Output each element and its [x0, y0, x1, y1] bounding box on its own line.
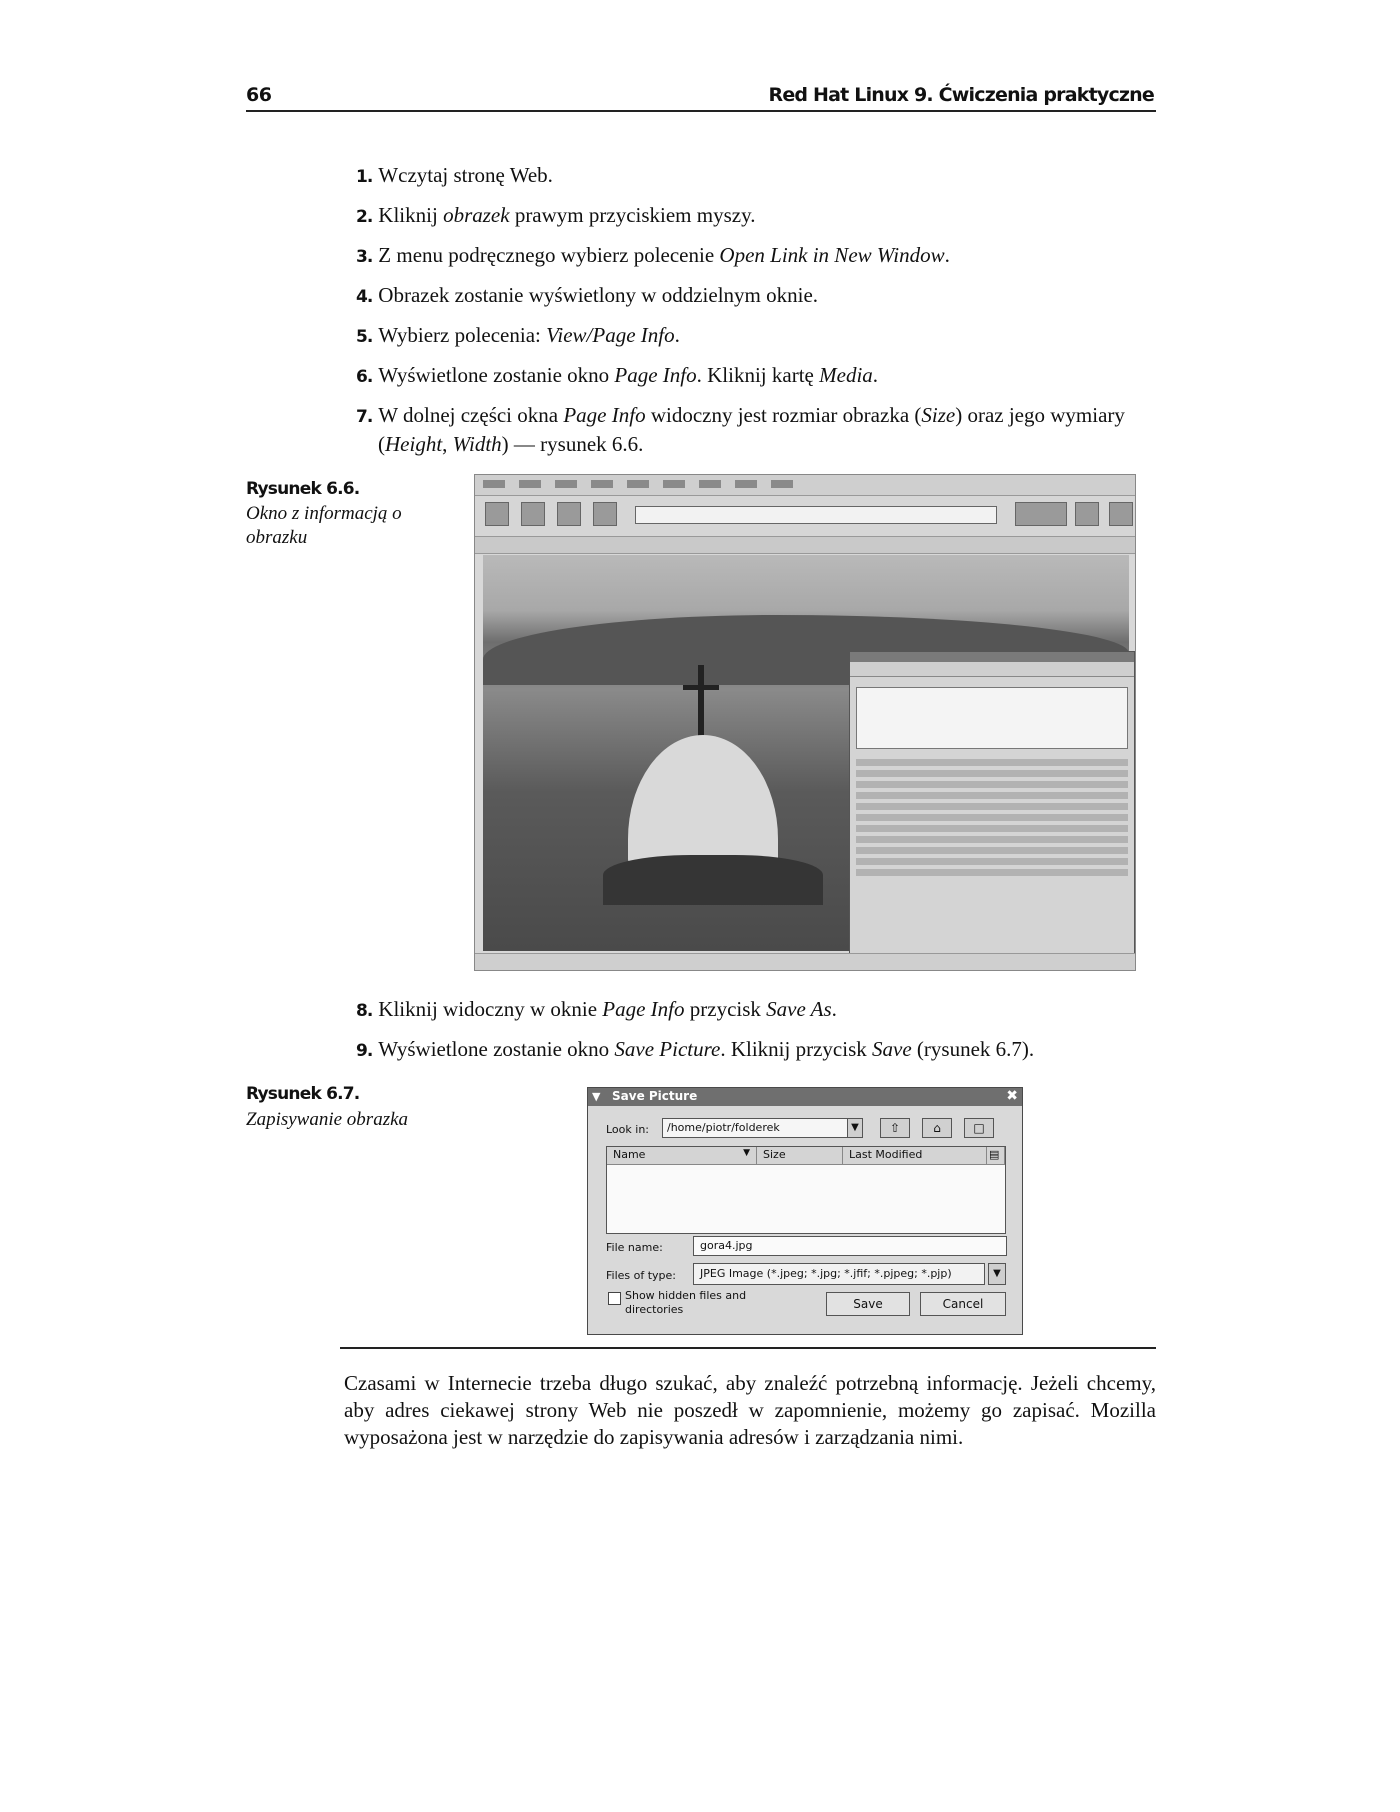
list-item	[356, 362, 1156, 391]
list-item	[356, 1036, 1156, 1065]
look-in-select[interactable]: /home/piotr/folderek	[662, 1118, 862, 1138]
step-number: 4.	[356, 287, 373, 307]
save-picture-dialog	[587, 1087, 1023, 1335]
step-continuation	[356, 431, 1156, 458]
cancel-button[interactable]: Cancel	[920, 1292, 1006, 1316]
figure-label: Rysunek 6.7.	[246, 1084, 360, 1104]
list-item	[356, 242, 1156, 271]
show-hidden-checkbox[interactable]	[608, 1292, 621, 1305]
step-term: Size	[921, 403, 956, 427]
sort-icon: ▼	[743, 1148, 750, 1158]
figure-url-bar	[635, 506, 997, 524]
file-name-label: File name:	[606, 1241, 663, 1254]
figure-screenshot-page-info	[474, 474, 1136, 971]
figure-caption: Zapisywanie obrazka	[246, 1109, 409, 1130]
figure-page-info-dialog	[849, 651, 1135, 971]
file-list[interactable]	[606, 1146, 1006, 1234]
show-hidden-label: Show hidden files and directories	[625, 1289, 747, 1316]
home-folder-icon[interactable]: ⌂	[922, 1118, 952, 1138]
look-in-label: Look in:	[606, 1123, 649, 1136]
list-item	[356, 402, 1156, 458]
step-text: .	[674, 323, 680, 347]
close-icon[interactable]: ✖	[1006, 1088, 1018, 1104]
new-folder-icon[interactable]: □	[964, 1118, 994, 1138]
step-number: 1.	[356, 167, 373, 187]
step-text: Kliknij	[378, 203, 444, 227]
step-text: ,	[442, 432, 453, 456]
dialog-title: Save Picture	[612, 1089, 698, 1103]
step-number: 8.	[356, 1001, 373, 1021]
step-number: 3.	[356, 247, 373, 267]
list-item	[356, 996, 1156, 1025]
figure-statusbar	[475, 953, 1135, 970]
figure-menubar	[475, 475, 1135, 496]
step-text: prawym przyciskiem myszy.	[509, 203, 756, 227]
step-term: Page Info	[602, 997, 685, 1021]
column-picker-icon[interactable]: ▤	[987, 1147, 1005, 1165]
column-label: Last Modified	[849, 1148, 923, 1161]
figure-label: Rysunek 6.6.	[246, 479, 360, 499]
body-paragraph: Czasami w Internecie trzeba długo szukać, aby znaleźć potrzebną informację. Jeżeli chcemy, aby adres ciekawej strony Web nie poszedł w zapomnienie, możemy go zapisać. Mozilla wyposażona jest w narzędzie do zapisywania adresów i zarządzania nimi.	[344, 1371, 1156, 1449]
step-number: 7.	[356, 407, 373, 427]
figure-caption: Okno z informacją o obrazku	[246, 503, 402, 548]
step-text: Obrazek zostanie wyświetlony w oddzielnym oknie.	[378, 283, 819, 307]
column-header-size[interactable]	[757, 1147, 843, 1165]
step-term: View/Page Info	[546, 323, 675, 347]
step-term: Width	[452, 432, 502, 456]
step-term: Media	[819, 363, 873, 387]
step-term: Save As	[766, 997, 832, 1021]
step-number: 5.	[356, 327, 373, 347]
step-term: obrazek	[443, 203, 510, 227]
save-button[interactable]: Save	[826, 1292, 910, 1316]
list-item	[356, 282, 1156, 311]
step-text: Wczytaj stronę Web.	[378, 163, 553, 187]
step-term: Page Info	[614, 363, 697, 387]
column-label: Name	[613, 1148, 646, 1161]
chevron-down-icon[interactable]: ▼	[847, 1118, 863, 1138]
step-text: Kliknij widoczny w oknie	[378, 997, 603, 1021]
step-text: .	[872, 363, 879, 387]
section-rule	[340, 1347, 1156, 1349]
step-text: widoczny jest rozmiar obrazka (	[645, 403, 922, 427]
list-item	[356, 202, 1156, 231]
dialog-titlebar	[588, 1088, 1022, 1106]
column-label: Size	[763, 1148, 786, 1161]
step-number: 2.	[356, 207, 373, 227]
step-number: 6.	[356, 367, 373, 387]
up-folder-icon[interactable]: ⇧	[880, 1118, 910, 1138]
step-term: Save Picture	[614, 1037, 721, 1061]
step-text: przycisk	[684, 997, 767, 1021]
column-header-last-modified[interactable]	[843, 1147, 987, 1165]
list-item	[356, 162, 1156, 191]
window-menu-icon[interactable]: ▼	[592, 1090, 601, 1103]
files-of-type-select[interactable]: JPEG Image (*.jpeg; *.jpg; *.jfif; *.pjpeg; *.pjp)	[693, 1263, 985, 1285]
step-text: Wyświetlone zostanie okno	[378, 1037, 615, 1061]
step-text: .	[831, 997, 837, 1021]
step-term: Save	[872, 1037, 912, 1061]
files-of-type-label: Files of type:	[606, 1269, 677, 1282]
step-text: (	[378, 432, 385, 456]
step-text: . Kliknij kartę	[696, 363, 820, 387]
step-text: Wyświetlone zostanie okno	[378, 363, 615, 387]
step-text: Z menu podręcznego wybierz polecenie	[378, 243, 720, 267]
step-text: Wybierz polecenia:	[378, 323, 547, 347]
page-number: 66	[246, 84, 272, 106]
list-item	[356, 322, 1156, 351]
step-text: ) — rysunek 6.6.	[501, 432, 644, 456]
running-title: Red Hat Linux 9. Ćwiczenia praktyczne	[768, 84, 1154, 106]
step-text: (rysunek 6.7).	[911, 1037, 1035, 1061]
step-text: W dolnej części okna	[378, 403, 564, 427]
step-text: .	[944, 243, 950, 267]
step-term: Page Info	[563, 403, 646, 427]
file-name-input[interactable]: gora4.jpg	[693, 1236, 1007, 1256]
header-rule	[246, 110, 1156, 112]
step-term: Height	[385, 432, 443, 456]
step-number: 9.	[356, 1041, 373, 1061]
figure-bookmarks-bar	[475, 537, 1135, 554]
step-term: Open Link in New Window	[719, 243, 945, 267]
step-text: . Kliknij przycisk	[720, 1037, 872, 1061]
column-header-name[interactable]	[607, 1147, 757, 1165]
chevron-down-icon[interactable]: ▼	[988, 1263, 1006, 1285]
step-text: ) oraz jego wymiary	[955, 403, 1125, 427]
figure-toolbar	[475, 496, 1135, 537]
